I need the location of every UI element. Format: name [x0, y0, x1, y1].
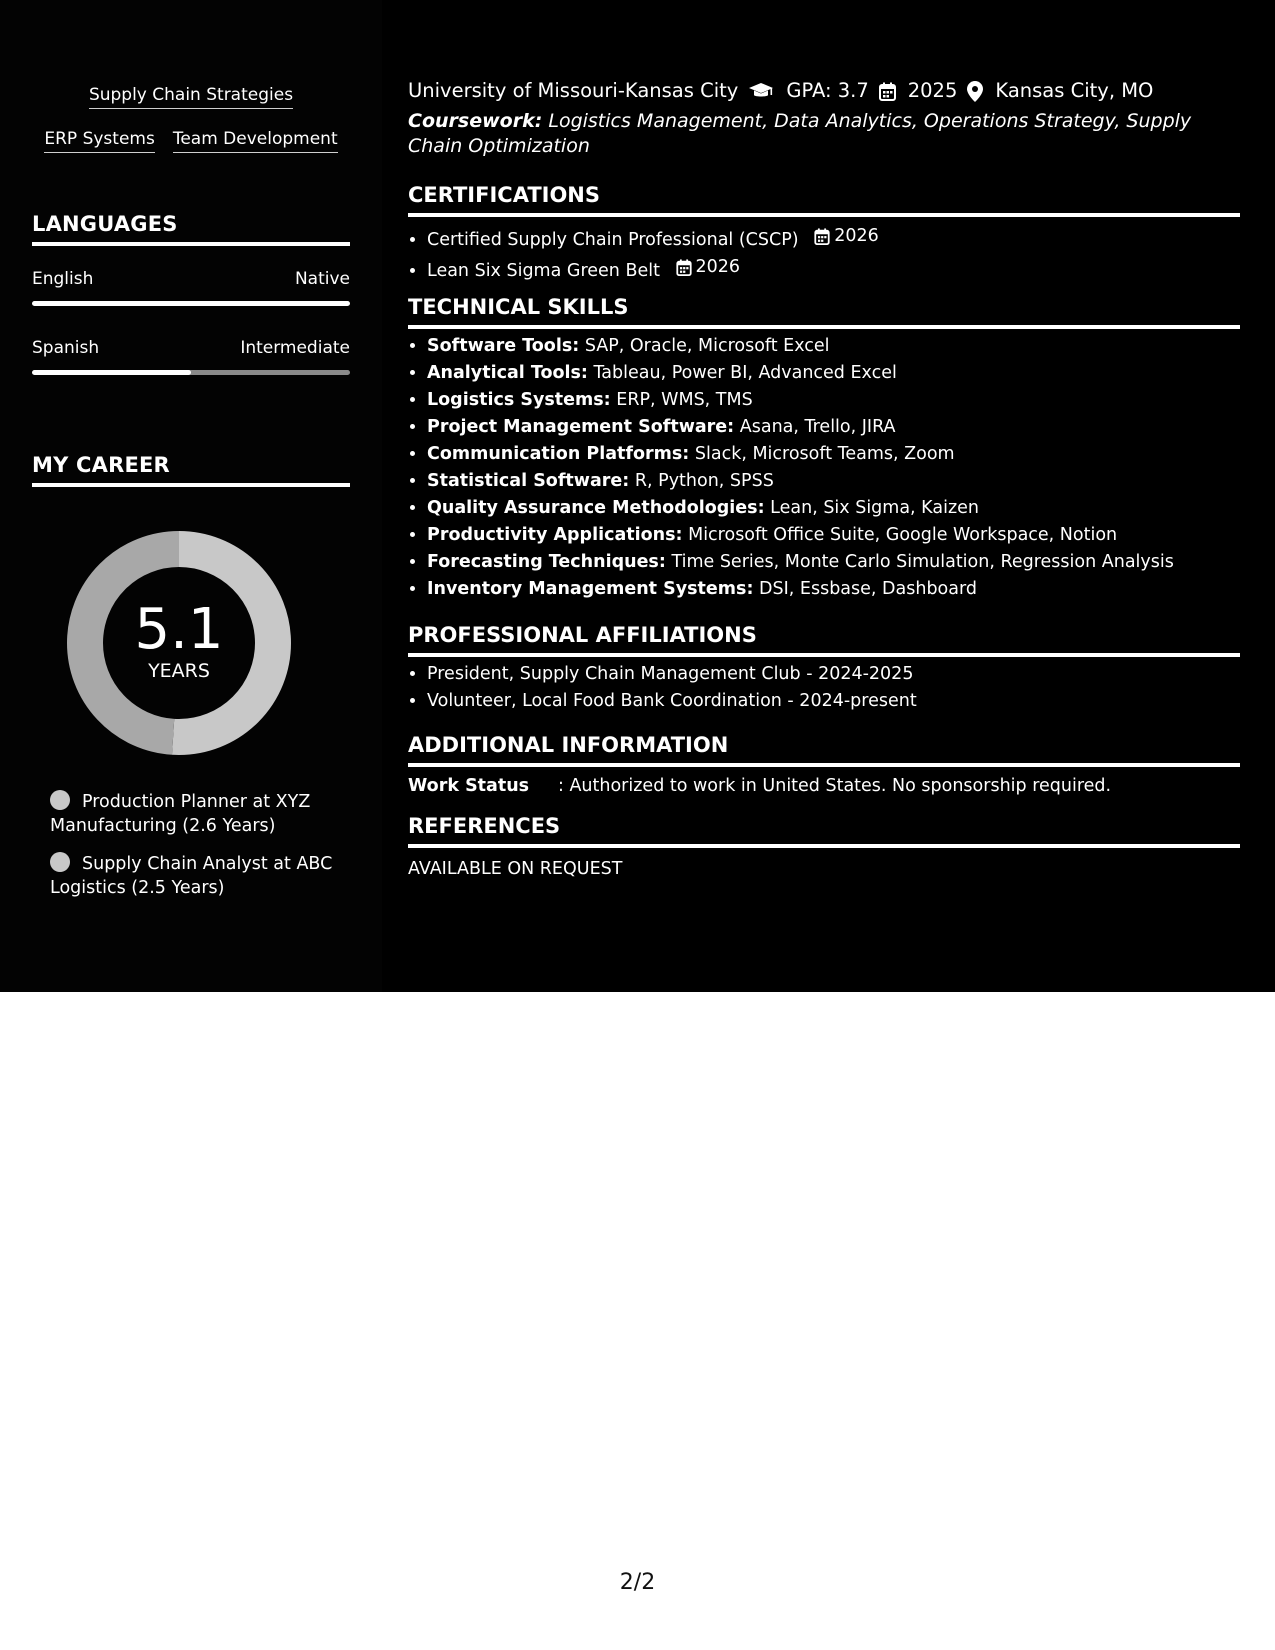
additional-info-heading: ADDITIONAL INFORMATION [408, 732, 1240, 767]
skill-label: Analytical Tools: [427, 363, 588, 383]
language-proficiency-fill [32, 370, 191, 375]
coursework-label: Coursework: [408, 110, 543, 132]
work-status-label: Work Status [408, 776, 530, 796]
skill-item [427, 387, 1259, 414]
affiliation-item: • Volunteer, Local Food Bank Coordination - 2024-present [427, 688, 1259, 715]
skill-label: Productivity Applications: [427, 525, 683, 545]
skill-value: Microsoft Office Suite, Google Workspace, Notion [688, 525, 1118, 545]
certification-name: Certified Supply Chain Professional (CSCP) [427, 230, 799, 250]
certifications-list [408, 223, 1259, 285]
coursework-list: Logistics Management, Data Analytics, Operations Strategy, Supply Chain Optimization [408, 110, 1192, 157]
career-item [50, 790, 340, 838]
calendar-icon [676, 259, 692, 276]
school-name: University of Missouri-Kansas City [408, 79, 739, 102]
school-location: Kansas City, MO [995, 79, 1154, 102]
work-status [408, 774, 1240, 798]
certification-name: Lean Six Sigma Green Belt [427, 261, 660, 281]
career-total [66, 530, 292, 756]
certification-item [427, 223, 1259, 254]
coursework [408, 109, 1240, 159]
calendar-icon [814, 228, 830, 245]
skill-item [427, 360, 1259, 387]
skill-value: R, Python, SPSS [634, 471, 774, 491]
skill-item [427, 576, 1259, 603]
skills-tags [32, 84, 350, 153]
skill-value: Time Series, Monte Carlo Simulation, Regression Analysis [671, 552, 1174, 572]
certifications-heading: CERTIFICATIONS [408, 182, 1240, 217]
languages-heading: LANGUAGES [32, 211, 350, 246]
skill-item [427, 495, 1259, 522]
graduation-year: 2025 [907, 79, 958, 102]
affiliations-heading: PROFESSIONAL AFFILIATIONS [408, 622, 1240, 657]
skill-label: Logistics Systems: [427, 390, 611, 410]
skill-label: Software Tools: [427, 336, 580, 356]
skill-item [427, 549, 1259, 576]
skill-tag: Team Development [173, 128, 338, 153]
language-name: Spanish [32, 338, 100, 358]
references-heading: REFERENCES [408, 813, 1240, 848]
language-level: Intermediate [240, 338, 350, 358]
skill-item [427, 333, 1259, 360]
career-item-text: Production Planner at XYZ Manufacturing (2.6 Years) [50, 792, 311, 836]
skill-value: ERP, WMS, TMS [616, 390, 753, 410]
skill-item [427, 441, 1259, 468]
sidebar [0, 0, 382, 992]
career-donut-chart [66, 530, 292, 756]
career-heading: MY CAREER [32, 452, 350, 487]
affiliation-item: • President, Supply Chain Management Club - 2024-2025 [427, 661, 1259, 688]
language-proficiency-bar [32, 301, 350, 306]
language-proficiency-fill [32, 301, 350, 306]
language-proficiency-bar [32, 370, 350, 375]
skill-label: Project Management Software: [427, 417, 735, 437]
technical-skills-list [408, 333, 1259, 603]
skill-value: Tableau, Power BI, Advanced Excel [593, 363, 897, 383]
gpa: GPA: 3.7 [786, 79, 869, 102]
page-number: 2/2 [619, 1570, 656, 1595]
career-bullet-dot [50, 790, 70, 810]
skill-label: Quality Assurance Methodologies: [427, 498, 765, 518]
career-item-text: Supply Chain Analyst at ABC Logistics (2.5 Years) [50, 854, 333, 898]
skill-item [427, 468, 1259, 495]
language-name: English [32, 269, 94, 289]
career-bullet-dot [50, 852, 70, 872]
skill-item [427, 522, 1259, 549]
skill-tag: ERP Systems [44, 128, 154, 153]
skill-label: Communication Platforms: [427, 444, 690, 464]
map-pin-icon [967, 81, 983, 102]
language-row [32, 337, 350, 375]
skill-label: Forecasting Techniques: [427, 552, 666, 572]
skill-label: Inventory Management Systems: [427, 579, 754, 599]
technical-skills-heading: TECHNICAL SKILLS [408, 294, 1240, 329]
language-level: Native [294, 269, 350, 289]
language-row [32, 268, 350, 306]
certification-year: 2026 [834, 226, 879, 246]
skill-tag: Supply Chain Strategies [89, 84, 293, 109]
career-total-number: 5.1 [134, 597, 224, 662]
certification-date [676, 254, 741, 281]
affiliations-list [408, 661, 1259, 715]
certification-year: 2026 [695, 257, 741, 277]
work-status-value: : Authorized to work in United States. No sponsorship required. [558, 776, 1112, 796]
skill-value: Lean, Six Sigma, Kaizen [770, 498, 979, 518]
certification-date [814, 223, 879, 250]
career-total-unit: YEARS [148, 660, 210, 682]
certification-item [427, 254, 1259, 285]
skill-item [427, 414, 1259, 441]
career-item [50, 852, 340, 900]
calendar-icon [879, 82, 896, 101]
skill-value: Slack, Microsoft Teams, Zoom [694, 444, 955, 464]
references-text: AVAILABLE ON REQUEST [408, 859, 623, 879]
graduation-cap-icon [748, 82, 774, 100]
skill-label: Statistical Software: [427, 471, 630, 491]
education-line [408, 78, 1240, 104]
skill-value: Asana, Trello, JIRA [739, 417, 896, 437]
skill-value: DSI, Essbase, Dashboard [759, 579, 977, 599]
career-list [50, 790, 340, 914]
skill-value: SAP, Oracle, Microsoft Excel [584, 336, 830, 356]
